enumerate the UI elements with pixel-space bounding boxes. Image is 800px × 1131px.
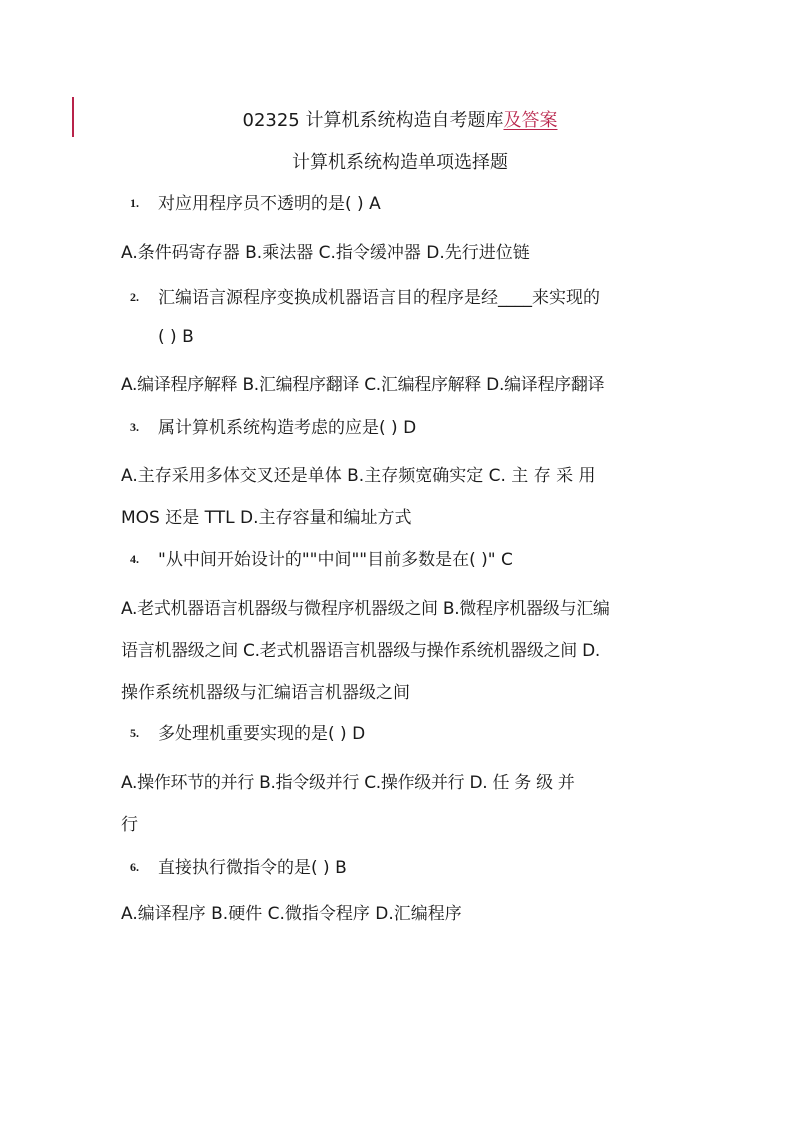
question-2-answer: ( ) B bbox=[158, 327, 194, 347]
option-line: 行 bbox=[121, 815, 138, 835]
title-answer-link[interactable]: 及答案 bbox=[503, 110, 558, 131]
option-line: A.编译程序 B.硬件 C.微指令程序 D.汇编程序 bbox=[121, 904, 462, 924]
question-number: 4. bbox=[130, 552, 139, 566]
question-6-options bbox=[121, 893, 683, 935]
question-3-options bbox=[121, 455, 683, 539]
question-text: 汇编语言源程序变换成机器语言目的程序是经____来实现的 bbox=[158, 288, 600, 308]
option-line: 语言机器级之间 C.老式机器语言机器级与操作系统机器级之间 D. bbox=[121, 641, 600, 661]
question-text: 对应用程序员不透明的是( ) A bbox=[158, 194, 381, 214]
question-number: 2. bbox=[130, 290, 139, 304]
question-5 bbox=[130, 720, 365, 747]
question-1-options bbox=[121, 232, 683, 274]
document-title bbox=[0, 108, 800, 134]
question-3 bbox=[130, 414, 416, 441]
question-2-options bbox=[121, 364, 683, 406]
question-text: "从中间开始设计的""中间""目前多数是在( )" C bbox=[158, 550, 513, 570]
question-4-options bbox=[121, 588, 683, 714]
title-main: 02325 计算机系统构造自考题库 bbox=[242, 110, 504, 131]
option-line: A.操作环节的并行 B.指令级并行 C.操作级并行 D. 任 务 级 并 bbox=[121, 773, 575, 793]
option-line: A.条件码寄存器 B.乘法器 C.指令缓冲器 D.先行进位链 bbox=[121, 243, 530, 263]
question-2 bbox=[130, 284, 600, 311]
option-line: 操作系统机器级与汇编语言机器级之间 bbox=[121, 683, 410, 703]
question-1 bbox=[130, 190, 381, 217]
question-text: 属计算机系统构造考虑的应是( ) D bbox=[158, 418, 417, 438]
question-number: 5. bbox=[130, 726, 139, 740]
section-subtitle: 计算机系统构造单项选择题 bbox=[292, 152, 508, 173]
question-number: 6. bbox=[130, 860, 139, 874]
option-line: MOS 还是 TTL D.主存容量和编址方式 bbox=[121, 508, 412, 528]
question-text: 直接执行微指令的是( ) B bbox=[158, 858, 347, 878]
option-line: A.编译程序解释 B.汇编程序翻译 C.汇编程序解释 D.编译程序翻译 bbox=[121, 375, 605, 395]
question-4 bbox=[130, 546, 513, 573]
question-text: 多处理机重要实现的是( ) D bbox=[158, 724, 366, 744]
option-line: A.老式机器语言机器级与微程序机器级之间 B.微程序机器级与汇编 bbox=[121, 599, 610, 619]
question-number: 3. bbox=[130, 420, 139, 434]
question-5-options bbox=[121, 762, 683, 846]
question-number: 1. bbox=[130, 196, 139, 210]
option-line: A.主存采用多体交叉还是单体 B.主存频宽确实定 C. 主 存 采 用 bbox=[121, 466, 596, 486]
question-6 bbox=[130, 854, 347, 881]
